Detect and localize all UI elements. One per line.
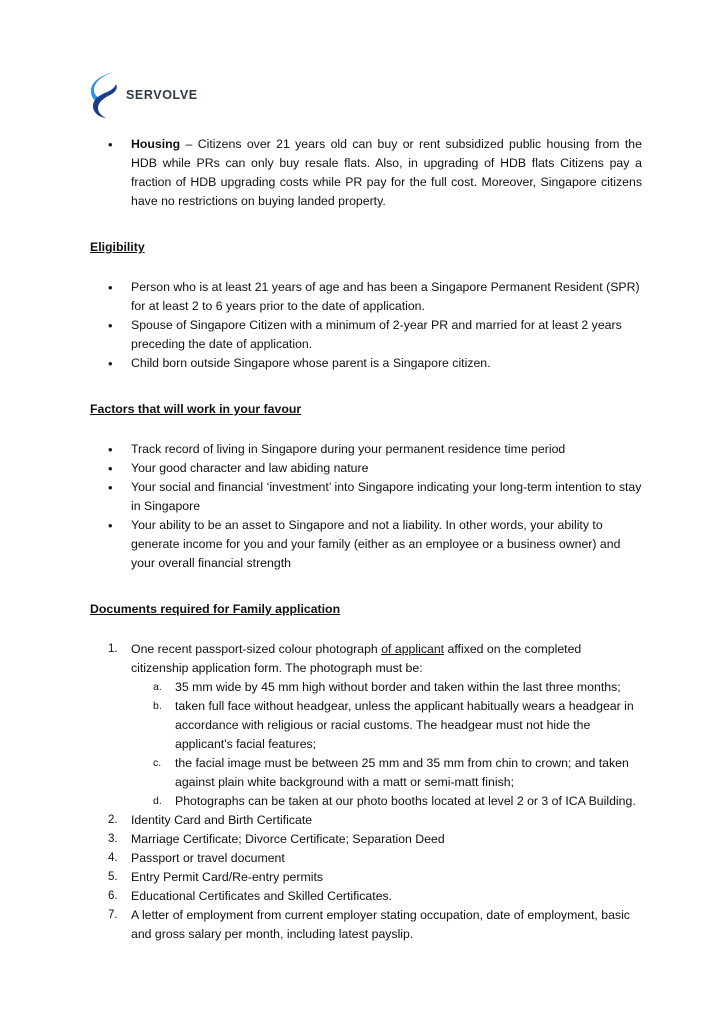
list-item	[90, 135, 642, 211]
item-text: affixed on the completed citizenship application form. The photograph must be:	[131, 642, 582, 675]
item-text: Entry Permit Card/Re-entry permits	[131, 870, 324, 884]
item-text: 35 mm wide by 45 mm high without border and taken within the last three months;	[175, 680, 621, 694]
brand-name: SERVOLVE	[126, 87, 198, 102]
list-marker: 6.	[108, 890, 118, 902]
documents-list	[90, 640, 642, 944]
item-text: Photographs can be taken at our photo booths located at level 2 or 3 of ICA Building.	[175, 794, 636, 808]
list-item	[90, 849, 642, 868]
list-marker: 1.	[108, 643, 118, 655]
list-marker: d.	[153, 795, 162, 807]
item-text: Passport or travel document	[131, 851, 285, 865]
underlined-text: of applicant	[381, 642, 445, 656]
item-text: Educational Certificates and Skilled Certificates.	[131, 889, 393, 903]
eligibility-list	[90, 278, 642, 373]
list-item: • Your ability to be an asset to Singapore and not a liability. In other words, your ability to generate income for you and your family (either as an employee or a business owner) and your overall financial strength	[90, 516, 642, 573]
list-item	[90, 640, 642, 811]
servolve-logo	[90, 70, 198, 120]
document-body	[90, 135, 642, 944]
sub-list-item	[131, 792, 642, 811]
photo-requirements-list	[131, 678, 642, 811]
sub-list-item	[131, 697, 642, 754]
factors-heading: Factors that will work in your favour	[90, 402, 302, 416]
documents-heading: Documents required for Family application	[90, 602, 341, 616]
list-item: • Track record of living in Singapore during your permanent residence time period	[90, 440, 642, 459]
list-item: • Your social and financial ‘investment’ into Singapore indicating your long-term intention to stay in Singapore	[90, 478, 642, 516]
list-marker: a.	[153, 681, 162, 693]
list-marker: 7.	[108, 909, 118, 921]
sub-list-item	[131, 678, 642, 697]
housing-text: – Citizens over 21 years old can buy or rent subsidized public housing from the HDB while PRs can only buy resale flats. Also, in upgrading of HDB flats Citizens pay a fraction of HDB upgrading costs while PR pay for the full cost. Moreover, Singapore citizens have no restrictions on buying landed property.	[131, 137, 642, 208]
list-marker: 4.	[108, 852, 118, 864]
list-marker: 3.	[108, 833, 118, 845]
list-item	[90, 811, 642, 830]
item-text: One recent passport-sized colour photograph	[131, 642, 382, 656]
list-item: • Person who is at least 21 years of age and has been a Singapore Permanent Resident (SPR) for at least 2 to 6 years prior to the date of application.	[90, 278, 642, 316]
list-item: • Spouse of Singapore Citizen with a minimum of 2-year PR and married for at least 2 years preceding the date of application.	[90, 316, 642, 354]
item-text: Marriage Certificate; Divorce Certificate; Separation Deed	[131, 832, 445, 846]
list-item	[90, 830, 642, 849]
list-item	[90, 906, 642, 944]
sub-list-item	[131, 754, 642, 792]
list-marker: 2.	[108, 814, 118, 826]
list-marker: 5.	[108, 871, 118, 883]
housing-label: Housing	[131, 137, 181, 151]
list-item: • Your good character and law abiding nature	[90, 459, 642, 478]
list-item: • Child born outside Singapore whose parent is a Singapore citizen.	[90, 354, 642, 373]
item-text: taken full face without headgear, unless the applicant habitually wears a headgear in accordance with religious or racial customs. The headgear must not hide the applicant's facial features;	[175, 699, 634, 751]
item-text: Identity Card and Birth Certificate	[131, 813, 313, 827]
item-text: the facial image must be between 25 mm and 35 mm from chin to crown; and taken against plain white background with a matt or semi-matt finish;	[175, 756, 629, 789]
servolve-logo-icon	[90, 70, 120, 120]
list-item	[90, 868, 642, 887]
list-marker: b.	[153, 700, 162, 712]
item-text: A letter of employment from current employer stating occupation, date of employment, basic and gross salary per month, including latest payslip.	[131, 908, 630, 941]
factors-list	[90, 440, 642, 573]
list-item	[90, 887, 642, 906]
list-marker: c.	[153, 757, 162, 769]
housing-list	[90, 135, 642, 211]
eligibility-heading: Eligibility	[90, 240, 145, 254]
